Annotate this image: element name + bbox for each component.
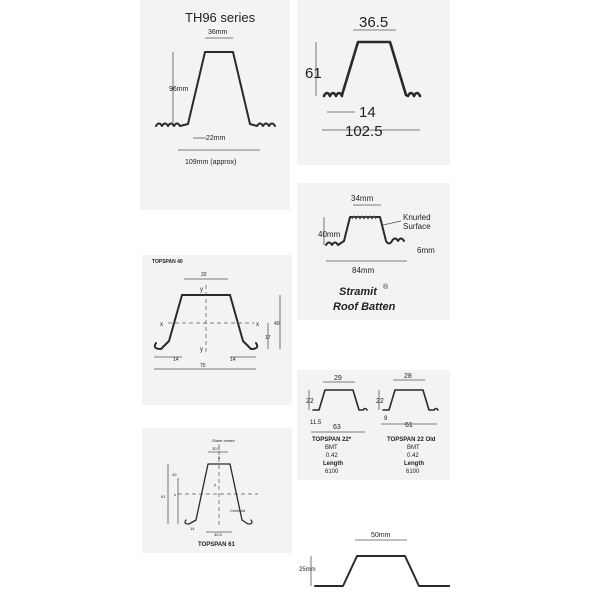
batten-brand: Stramit — [339, 286, 377, 298]
th96-title: TH96 series — [185, 10, 256, 25]
topspan22old-length: 6100 — [406, 469, 420, 475]
topspan61-diagram — [142, 428, 292, 553]
topspan22-title: TOPSPAN 22* — [312, 437, 352, 443]
topspan22-top-label: 29 — [334, 375, 342, 382]
bottom-top-label: 50mm — [371, 532, 391, 539]
topspan22old-length-label: Length — [404, 461, 424, 467]
topspan22-overall-label: 63 — [333, 424, 341, 431]
topspan61-top-label: 30.5 — [212, 446, 220, 451]
topspan22-profile — [313, 390, 367, 410]
topspan40-overall-label: 75 — [200, 363, 206, 369]
th96-overall-label: 109mm (approx) — [185, 159, 237, 166]
topspan22old-overall-label: 61 — [405, 422, 413, 429]
large-top-label: 36.5 — [359, 14, 389, 31]
topspan22old-top-label: 28 — [404, 373, 412, 380]
topspan40-x-label-right: x — [256, 322, 259, 328]
topspan22old-bmt-label: BMT — [407, 445, 420, 451]
topspan40-x-label-left: x — [160, 322, 163, 328]
topspan22-height-label: 22 — [306, 398, 314, 405]
batten-overall-label: 84mm — [352, 266, 375, 275]
topspan61-x-label: x — [174, 492, 176, 497]
th96-diagram — [140, 0, 290, 210]
bottom-profile — [315, 556, 450, 586]
batten-note-line2: Surface — [403, 222, 431, 231]
topspan61-title: TOPSPAN 61 — [198, 542, 235, 548]
topspan61-height2-label: 40 — [172, 472, 177, 477]
batten-brand-mark: ® — [383, 284, 389, 291]
th96-base-label: 22mm — [206, 135, 226, 142]
topspan22-panel — [297, 370, 450, 480]
topspan22old-title: TOPSPAN 22 Old — [387, 437, 436, 443]
topspan22old-base-label: 9 — [384, 416, 388, 422]
batten-height-label: 40mm — [318, 230, 341, 239]
topspan22-bmt: 0.42 — [326, 453, 338, 459]
topspan22-diagram — [297, 370, 450, 480]
batten-top-label: 34mm — [351, 194, 374, 203]
batten-note-line1: Knurled — [403, 213, 431, 222]
topspan40-y-label-bottom: y — [200, 347, 203, 353]
topspan61-base-label: 14 — [190, 526, 195, 531]
topspan40-top-label: 32 — [201, 272, 207, 278]
batten-note-leader — [383, 221, 401, 225]
large-profile — [324, 42, 420, 96]
topspan61-base2-label: 30.5 — [214, 532, 222, 537]
topspan22-length-label: Length — [323, 461, 343, 467]
topspan22-length: 6100 — [325, 469, 339, 475]
topspan40-centroid-label: 17 — [265, 335, 271, 341]
topspan61-height-label: 61 — [161, 494, 166, 499]
large-profile-diagram — [297, 0, 450, 165]
topspan40-title: TOPSPAN 40 — [152, 259, 183, 265]
topspan40-diagram — [142, 255, 292, 405]
bottom-panel — [297, 520, 450, 600]
topspan40-panel — [142, 255, 292, 405]
th96-top-label: 36mm — [208, 29, 228, 36]
topspan22old-bmt: 0.42 — [407, 453, 419, 459]
batten-name: Roof Batten — [333, 301, 396, 313]
large-height-label: 61 — [305, 65, 322, 82]
large-base-label: 14 — [359, 104, 376, 121]
large-profile-panel — [297, 0, 450, 165]
topspan61-half-label: 8 — [218, 455, 221, 460]
th96-panel — [140, 0, 290, 210]
topspan22old-profile — [383, 390, 438, 410]
bottom-diagram — [297, 520, 450, 600]
topspan22-base-label: 11.5 — [310, 420, 322, 426]
topspan40-base-left-label: 14 — [173, 357, 179, 363]
th96-height-label: 96mm — [169, 86, 189, 93]
topspan22old-height-label: 22 — [376, 398, 384, 405]
batten-lip-label: 6mm — [417, 246, 435, 255]
large-overall-label: 102.5 — [345, 123, 383, 140]
batten-diagram — [297, 183, 450, 320]
batten-panel — [297, 183, 450, 320]
topspan40-y-label-top: y — [200, 287, 203, 293]
topspan40-base-right-label: 14 — [230, 357, 236, 363]
topspan61-panel — [142, 428, 292, 553]
topspan61-y-label: y — [214, 482, 216, 487]
bottom-height-label: 25mm — [299, 567, 316, 573]
topspan22-bmt-label: BMT — [325, 445, 338, 451]
topspan40-height-label: 40 — [274, 321, 280, 327]
topspan61-sheet-centre: Sheet centre — [212, 438, 235, 443]
topspan61-centroid: Centroid — [230, 508, 246, 513]
